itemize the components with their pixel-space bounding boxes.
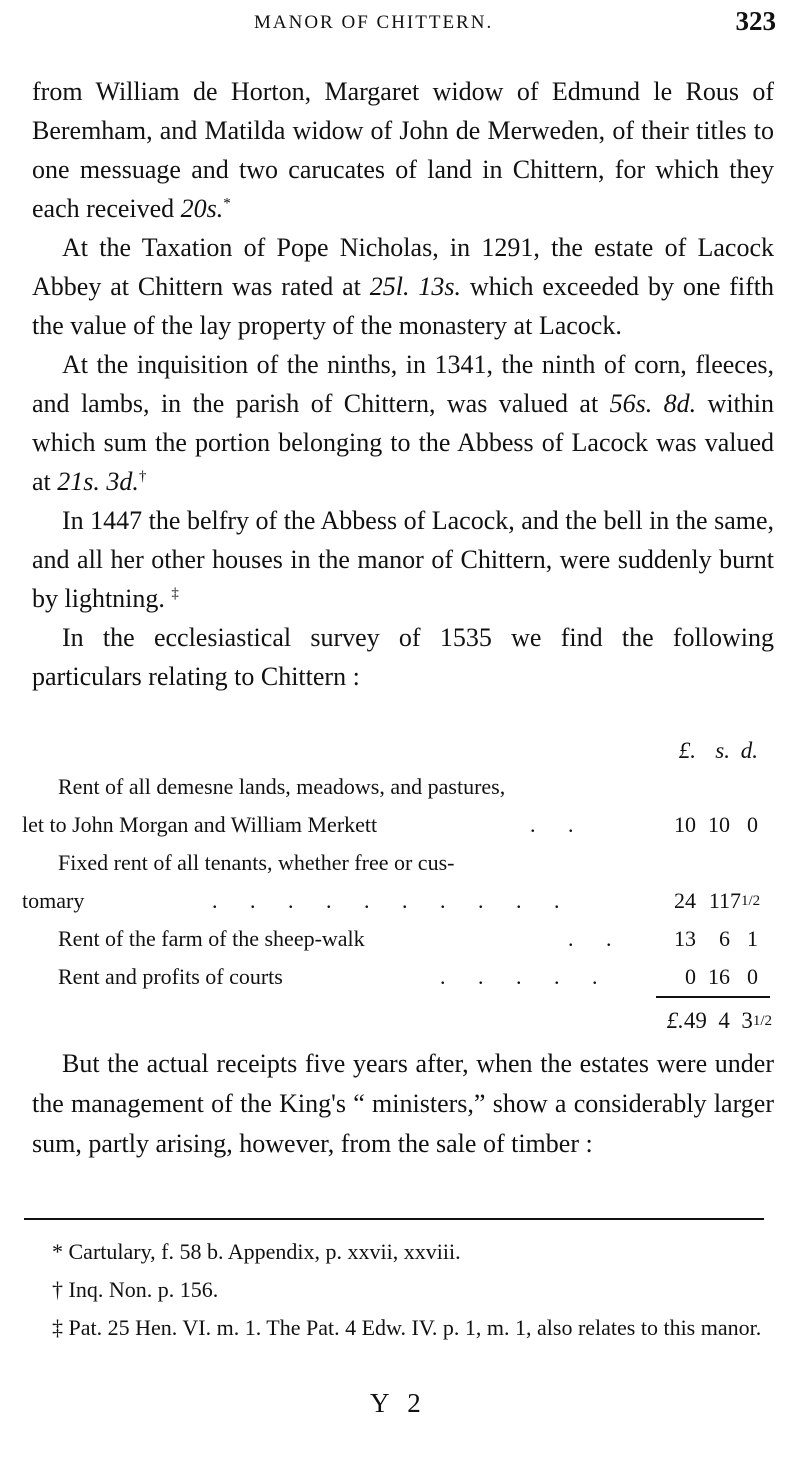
footnote-mark: ‡ bbox=[52, 1315, 63, 1340]
row-amount bbox=[652, 888, 772, 914]
signature-mark: Y 2 bbox=[370, 1388, 427, 1418]
shillings-value: 11 bbox=[708, 888, 730, 913]
shillings-value: 16 bbox=[708, 964, 730, 989]
leader-dots: . . bbox=[530, 812, 578, 837]
pence-value: 0 bbox=[747, 812, 758, 837]
footnote-mark: † bbox=[138, 468, 147, 485]
paragraph-text: which exceeded by one fifth the value of the lay property of the monastery at Lacock. bbox=[32, 272, 775, 340]
amount: 56s. 8d. bbox=[609, 389, 697, 418]
row-label: Rent of all demesne lands, meadows, and pastures, bbox=[58, 774, 506, 799]
main-text bbox=[32, 72, 774, 696]
total-rule bbox=[656, 996, 770, 998]
total-shillings: 4 bbox=[718, 1008, 730, 1033]
total-pence-fraction: 1/2 bbox=[752, 1013, 772, 1029]
table-row bbox=[22, 920, 772, 958]
footnote-mark: † bbox=[52, 1277, 63, 1302]
paragraph-text: In the ecclesiastical survey of 1535 we find the following particulars relating to Chittern : bbox=[32, 623, 774, 691]
amount: 20s. bbox=[180, 194, 224, 223]
footnote-mark: * bbox=[223, 195, 231, 212]
paragraph-taxation-1291 bbox=[32, 228, 774, 345]
paragraph-actual-receipts: But the actual receipts five years after, when the estates were under the management of the King's “ ministers,” show a considerably larger sum, partly arising, however, from the sale of timber : bbox=[32, 1049, 774, 1158]
table-row bbox=[22, 768, 772, 806]
footnote-cartulary bbox=[22, 1233, 774, 1271]
pounds-value: 13 bbox=[674, 926, 696, 951]
pounds-value: 0 bbox=[685, 964, 696, 989]
currency-column-headers bbox=[652, 738, 772, 764]
shillings-value: 6 bbox=[719, 926, 730, 951]
account-total bbox=[620, 1008, 772, 1034]
amount: 25l. 13s. bbox=[369, 272, 462, 301]
pence-fraction: 1/2 bbox=[741, 893, 761, 909]
row-label: Rent of the farm of the sheep-walk bbox=[58, 926, 365, 951]
leader-dots: . . bbox=[568, 926, 616, 951]
row-amount bbox=[652, 926, 772, 952]
pounds-value: 24 bbox=[674, 888, 696, 913]
footnote-divider bbox=[24, 1218, 764, 1220]
row-label: Rent and profits of courts bbox=[58, 964, 283, 989]
total-currency: £. bbox=[666, 1008, 684, 1033]
pounds-header: £. bbox=[678, 738, 696, 763]
footnote-patent bbox=[22, 1309, 774, 1347]
running-title: MANOR OF CHITTERN. bbox=[254, 12, 494, 33]
footnote-mark: * bbox=[52, 1239, 63, 1264]
table-row bbox=[22, 806, 772, 844]
paragraph-text: from William de Horton, Margaret widow of Edmund le Rous of Beremham, and Matilda widow of John de Merweden, of their titles to one messuage and two carucates of land in Chittern, for which they each received bbox=[32, 77, 774, 223]
footnote-mark: ‡ bbox=[171, 585, 179, 602]
footnote-text: Pat. 25 Hen. VI. m. 1. The Pat. 4 Edw. IV. p. 1, m. 1, also relates to this manor. bbox=[68, 1315, 762, 1340]
shillings-value: 10 bbox=[708, 812, 730, 837]
total-pence: 3 bbox=[741, 1008, 753, 1033]
paragraph-horton-release bbox=[32, 72, 774, 228]
row-label: tomary bbox=[22, 888, 85, 913]
paragraph-ninths-1341 bbox=[32, 345, 774, 501]
paragraph-text: At the Taxation of Pope Nicholas, in 1291, the estate of Lacock Abbey at Chittern was rated at bbox=[32, 233, 774, 301]
paragraph-text: In 1447 the belfry of the Abbess of Lacock, and the bell in the same, and all her other houses in the manor of Chittern, were suddenly burnt by lightning. bbox=[32, 506, 774, 613]
shillings-header: s. bbox=[715, 738, 730, 763]
row-amount bbox=[652, 964, 772, 990]
paragraph-belfry-1447 bbox=[32, 501, 774, 618]
footnote-text: Cartulary, f. 58 b. Appendix, p. xxvii, xxviii. bbox=[68, 1239, 461, 1264]
paragraph-survey-1535 bbox=[32, 618, 774, 696]
paragraph-text: within which sum the portion belonging to the Abbess of Lacock was valued at bbox=[32, 389, 774, 496]
pence-header: d. bbox=[740, 738, 758, 763]
footnote-inq-non bbox=[22, 1271, 774, 1309]
paragraph-text: At the inquisition of the ninths, in 1341, the ninth of corn, fleeces, and lambs, in the parish of Chittern, was valued at bbox=[32, 350, 774, 418]
leader-dots: . . . . . bbox=[440, 964, 602, 989]
continuation-text bbox=[32, 1044, 774, 1164]
pence-value bbox=[730, 888, 761, 914]
table-row bbox=[22, 844, 772, 882]
page-number: 323 bbox=[735, 6, 776, 36]
pounds-value: 10 bbox=[674, 812, 696, 837]
account-table bbox=[22, 768, 772, 996]
amount: 21s. 3d. bbox=[57, 467, 139, 496]
total-pounds: 49 bbox=[683, 1008, 707, 1033]
row-label: Fixed rent of all tenants, whether free or cus- bbox=[58, 850, 455, 875]
footnote-text: Inq. Non. p. 156. bbox=[68, 1277, 219, 1302]
table-row bbox=[22, 882, 772, 920]
table-row bbox=[22, 958, 772, 996]
row-amount bbox=[652, 812, 772, 838]
footnotes bbox=[22, 1233, 774, 1347]
pence-value: 0 bbox=[747, 964, 758, 989]
page-header bbox=[0, 0, 800, 50]
pence-whole: 7 bbox=[730, 888, 741, 913]
row-label: let to John Morgan and William Merkett bbox=[22, 812, 378, 837]
pence-value: 1 bbox=[747, 926, 758, 951]
leader-dots: . . . . . . . . . . bbox=[212, 888, 564, 913]
